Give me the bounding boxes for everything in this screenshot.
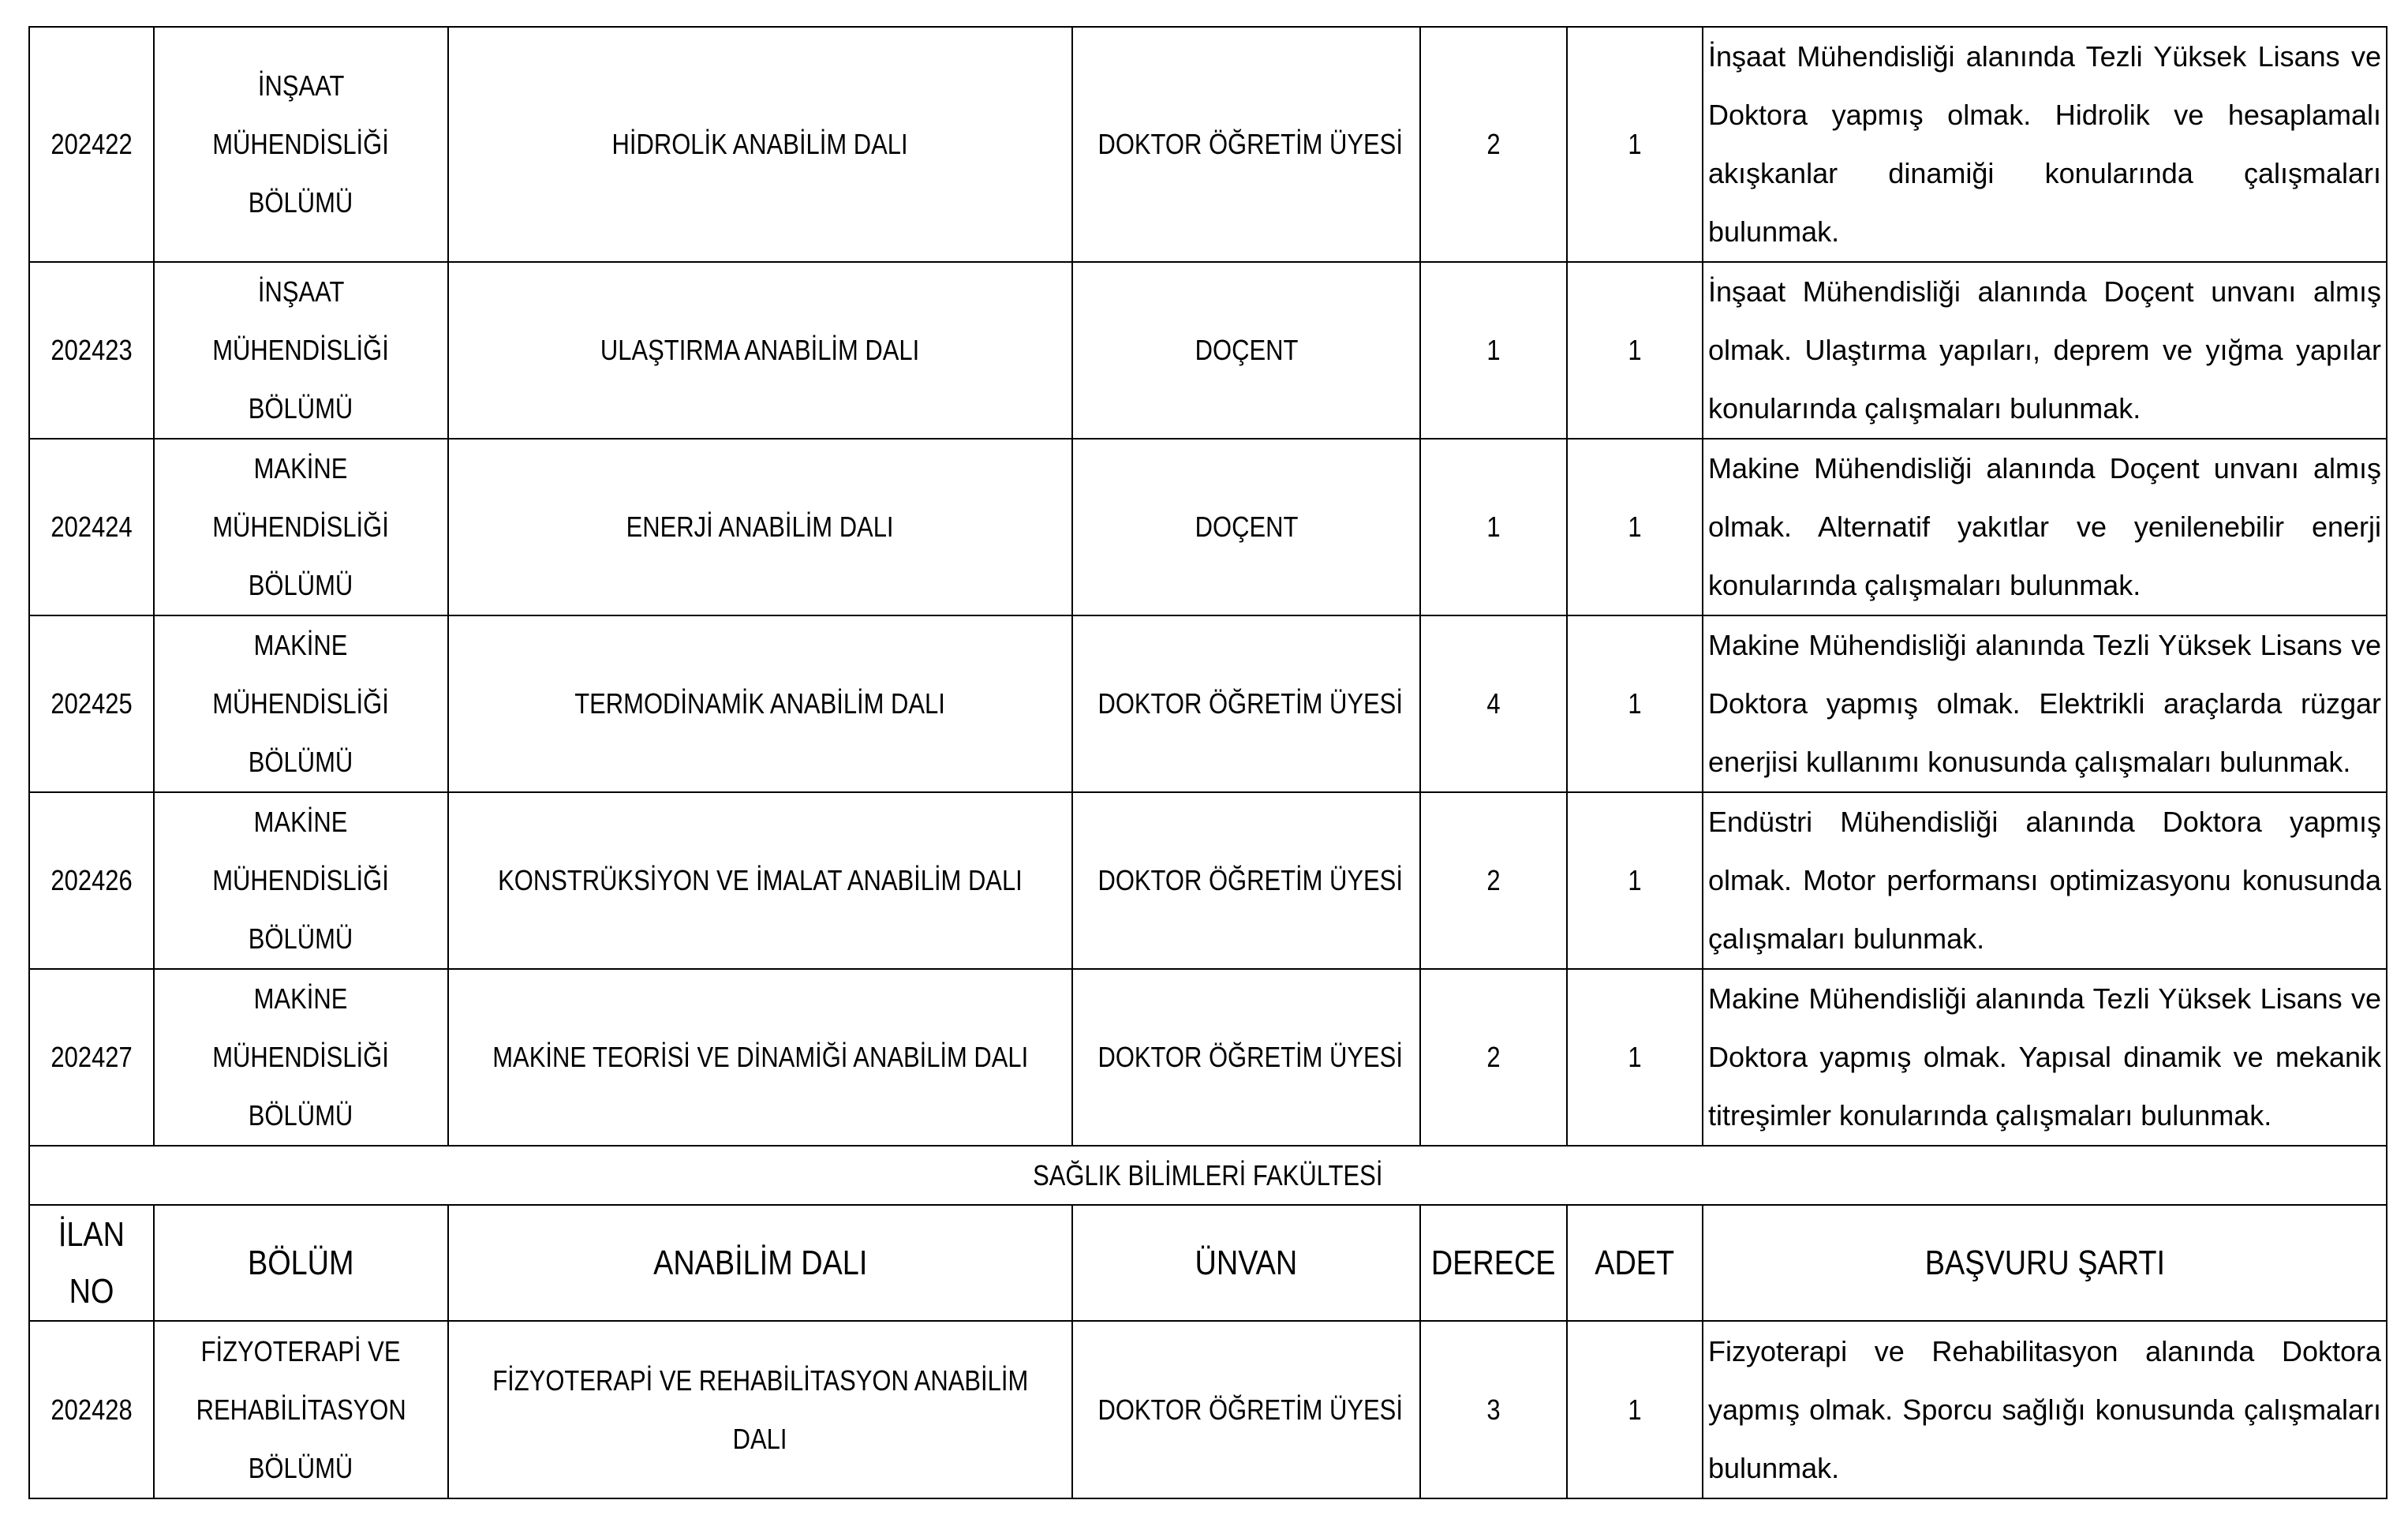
header-row [29, 1205, 2387, 1321]
header-unvan: ÜNVAN [1072, 1205, 1420, 1321]
derece-cell: 4 [1420, 615, 1567, 792]
unvan-cell: DOKTOR ÖĞRETİM ÜYESİ [1072, 1321, 1420, 1498]
header-adet: ADET [1567, 1205, 1703, 1321]
adet-cell: 1 [1567, 262, 1703, 439]
unvan-cell: DOKTOR ÖĞRETİM ÜYESİ [1072, 615, 1420, 792]
derece-cell: 1 [1420, 439, 1567, 615]
bolum-cell: İNŞAAT MÜHENDİSLİĞİ BÖLÜMÜ [154, 262, 448, 439]
sart-cell: Endüstri Mühendisliği alanında Doktora yapmış olmak. Motor performansı optimizasyonu konusunda çalışmaları bulunmak. [1703, 792, 2387, 969]
table-row [29, 27, 2387, 262]
anabilim-cell: KONSTRÜKSİYON VE İMALAT ANABİLİM DALI [448, 792, 1072, 969]
unvan-cell: DOÇENT [1072, 439, 1420, 615]
faculty-title: SAĞLIK BİLİMLERİ FAKÜLTESİ [29, 1146, 2387, 1205]
derece-cell: 2 [1420, 27, 1567, 262]
anabilim-cell: MAKİNE TEORİSİ VE DİNAMİĞİ ANABİLİM DALI [448, 969, 1072, 1146]
sart-cell: Fizyoterapi ve Rehabilitasyon alanında Doktora yapmış olmak. Sporcu sağlığı konusunda çalışmaları bulunmak. [1703, 1321, 2387, 1498]
adet-cell: 1 [1567, 969, 1703, 1146]
bolum-cell: MAKİNE MÜHENDİSLİĞİ BÖLÜMÜ [154, 615, 448, 792]
bolum-cell: MAKİNE MÜHENDİSLİĞİ BÖLÜMÜ [154, 439, 448, 615]
header-bolum: BÖLÜM [154, 1205, 448, 1321]
derece-cell: 3 [1420, 1321, 1567, 1498]
anabilim-cell: HİDROLİK ANABİLİM DALI [448, 27, 1072, 262]
table-row [29, 262, 2387, 439]
header-anabilim: ANABİLİM DALI [448, 1205, 1072, 1321]
adet-cell: 1 [1567, 1321, 1703, 1498]
sart-cell: İnşaat Mühendisliği alanında Tezli Yüksek Lisans ve Doktora yapmış olmak. Hidrolik ve hesaplamalı akışkanlar dinamiği konularında çalışmaları bulunmak. [1703, 27, 2387, 262]
adet-cell: 1 [1567, 439, 1703, 615]
derece-cell: 2 [1420, 792, 1567, 969]
table-row [29, 792, 2387, 969]
anabilim-cell: ENERJİ ANABİLİM DALI [448, 439, 1072, 615]
bolum-cell: MAKİNE MÜHENDİSLİĞİ BÖLÜMÜ [154, 969, 448, 1146]
sart-cell: Makine Mühendisliği alanında Doçent unvanı almış olmak. Alternatif yakıtlar ve yenilenebilir enerji konularında çalışmaları bulunmak. [1703, 439, 2387, 615]
sart-cell: İnşaat Mühendisliği alanında Doçent unvanı almış olmak. Ulaştırma yapıları, deprem ve yığma yapılar konularında çalışmaları bulunmak. [1703, 262, 2387, 439]
bolum-cell: MAKİNE MÜHENDİSLİĞİ BÖLÜMÜ [154, 792, 448, 969]
table-row [29, 969, 2387, 1146]
header-ilan-no: İLAN NO [29, 1205, 154, 1321]
anabilim-cell: ULAŞTIRMA ANABİLİM DALI [448, 262, 1072, 439]
header-sart: BAŞVURU ŞARTI [1703, 1205, 2387, 1321]
unvan-cell: DOKTOR ÖĞRETİM ÜYESİ [1072, 27, 1420, 262]
adet-cell: 1 [1567, 27, 1703, 262]
table-row [29, 615, 2387, 792]
table-body-bottom [29, 1146, 2387, 1498]
sart-cell: Makine Mühendisliği alanında Tezli Yüksek Lisans ve Doktora yapmış olmak. Elektrikli araçlarda rüzgar enerjisi kullanımı konusunda çalışmaları bulunmak. [1703, 615, 2387, 792]
bolum-cell: FİZYOTERAPİ VE REHABİLİTASYON BÖLÜMÜ [154, 1321, 448, 1498]
unvan-cell: DOÇENT [1072, 262, 1420, 439]
adet-cell: 1 [1567, 615, 1703, 792]
table-row [29, 439, 2387, 615]
ilan-no-cell: 202423 [29, 262, 154, 439]
ilan-no-cell: 202422 [29, 27, 154, 262]
anabilim-cell: FİZYOTERAPİ VE REHABİLİTASYON ANABİLİM DALI [448, 1321, 1072, 1498]
header-derece: DERECE [1420, 1205, 1567, 1321]
sart-cell: Makine Mühendisliği alanında Tezli Yüksek Lisans ve Doktora yapmış olmak. Yapısal dinamik ve mekanik titreşimler konularında çalışmaları bulunmak. [1703, 969, 2387, 1146]
ilan-no-cell: 202426 [29, 792, 154, 969]
faculty-row [29, 1146, 2387, 1205]
ilan-no-cell: 202428 [29, 1321, 154, 1498]
ilan-no-cell: 202427 [29, 969, 154, 1146]
unvan-cell: DOKTOR ÖĞRETİM ÜYESİ [1072, 792, 1420, 969]
bolum-cell: İNŞAAT MÜHENDİSLİĞİ BÖLÜMÜ [154, 27, 448, 262]
derece-cell: 2 [1420, 969, 1567, 1146]
unvan-cell: DOKTOR ÖĞRETİM ÜYESİ [1072, 969, 1420, 1146]
derece-cell: 1 [1420, 262, 1567, 439]
ilan-no-cell: 202424 [29, 439, 154, 615]
table-row [29, 1321, 2387, 1498]
ilan-no-cell: 202425 [29, 615, 154, 792]
anabilim-cell: TERMODİNAMİK ANABİLİM DALI [448, 615, 1072, 792]
adet-cell: 1 [1567, 792, 1703, 969]
announcement-table [28, 26, 2387, 1499]
table-body-top [29, 27, 2387, 1146]
